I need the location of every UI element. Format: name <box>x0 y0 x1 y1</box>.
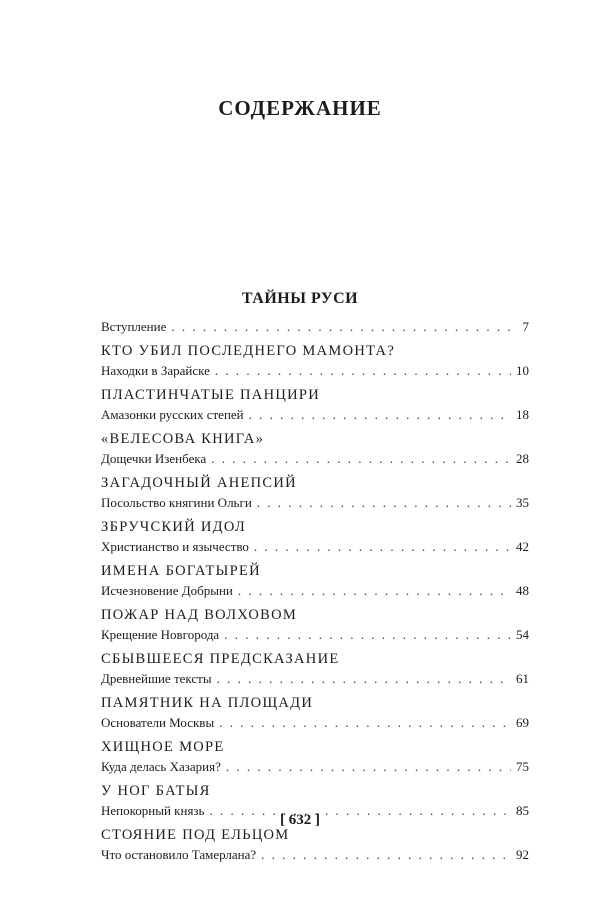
entry-title: Вступление <box>101 319 167 334</box>
entry-page-number: 69 <box>516 715 529 730</box>
entry-title: Находки в Зарайске <box>101 363 210 378</box>
toc-chapter <box>101 737 529 776</box>
entry-title: Дощечки Изенбека <box>101 451 207 466</box>
toc-chapter <box>101 825 529 864</box>
entry-page-number: 35 <box>516 495 529 510</box>
toc-entry[interactable] <box>101 845 529 864</box>
toc-entry[interactable] <box>101 625 529 644</box>
dot-leader <box>224 625 511 644</box>
toc-intro-entry[interactable] <box>101 317 529 336</box>
chapter-heading: КТО УБИЛ ПОСЛЕДНЕГО МАМОНТА? <box>101 343 396 359</box>
dot-leader <box>249 405 511 424</box>
dot-leader <box>257 493 511 512</box>
entry-page-number: 7 <box>522 319 529 334</box>
entry-title: Посольство княгини Ольги <box>101 495 252 510</box>
dot-leader <box>215 361 511 380</box>
entry-page-number: 10 <box>516 363 529 378</box>
toc-entry[interactable] <box>101 669 529 688</box>
dot-leader <box>254 537 511 556</box>
toc-entry[interactable] <box>101 493 529 512</box>
chapter-heading: ЗБРУЧСКИЙ ИДОЛ <box>101 519 247 535</box>
chapter-heading: ИМЕНА БОГАТЫРЕЙ <box>101 563 261 579</box>
chapter-heading: СТОЯНИЕ ПОД ЕЛЬЦОМ <box>101 827 290 843</box>
entry-title: Что остановило Тамерлана? <box>101 847 257 862</box>
toc-chapter <box>101 341 529 380</box>
toc-entry[interactable] <box>101 537 529 556</box>
dot-leader <box>171 317 517 336</box>
entry-page-number: 28 <box>516 451 529 466</box>
dot-leader <box>261 845 511 864</box>
toc-chapter <box>101 429 529 468</box>
toc-entry[interactable] <box>101 449 529 468</box>
page-number-footer: [ 632 ] <box>280 812 320 828</box>
dot-leader <box>219 713 511 732</box>
entry-page-number: 85 <box>516 803 529 818</box>
toc-chapter <box>101 693 529 732</box>
chapter-heading: У НОГ БАТЫЯ <box>101 783 211 799</box>
chapter-heading: ПАМЯТНИК НА ПЛОЩАДИ <box>101 695 314 711</box>
dot-leader <box>217 669 511 688</box>
entry-title: Основатели Москвы <box>101 715 215 730</box>
chapter-heading: СБЫВШЕЕСЯ ПРЕДСКАЗАНИЕ <box>101 651 340 667</box>
toc-entry[interactable] <box>101 581 529 600</box>
entry-page-number: 75 <box>516 759 529 774</box>
chapter-heading: ЗАГАДОЧНЫЙ АНЕПСИЙ <box>101 475 297 491</box>
entry-page-number: 92 <box>516 847 529 862</box>
dot-leader <box>226 757 511 776</box>
entry-title: Амазонки русских степей <box>101 407 244 422</box>
toc-chapter <box>101 649 529 688</box>
toc-entry[interactable] <box>101 757 529 776</box>
entry-title: Исчезновение Добрыни <box>101 583 233 598</box>
entry-page-number: 42 <box>516 539 529 554</box>
dot-leader <box>238 581 511 600</box>
entry-page-number: 54 <box>516 627 529 642</box>
toc-entry[interactable] <box>101 713 529 732</box>
dot-leader <box>211 449 511 468</box>
entry-page-number: 48 <box>516 583 529 598</box>
entry-page-number: 18 <box>516 407 529 422</box>
entry-title: Крещение Новгорода <box>101 627 220 642</box>
toc-chapter <box>101 605 529 644</box>
chapter-heading: «ВЕЛЕСОВА КНИГА» <box>101 431 265 447</box>
table-of-contents <box>101 317 529 864</box>
chapter-heading: ПОЖАР НАД ВОЛХОВОМ <box>101 607 298 623</box>
toc-chapter <box>101 517 529 556</box>
page-title: СОДЕРЖАНИЕ <box>218 96 382 120</box>
section-title: ТАЙНЫ РУСИ <box>241 290 359 307</box>
toc-chapter <box>101 473 529 512</box>
toc-chapter <box>101 385 529 424</box>
chapter-heading: ХИЩНОЕ МОРЕ <box>101 739 225 755</box>
entry-title: Непокорный князь <box>101 803 205 818</box>
chapter-heading: ПЛАСТИНЧАТЫЕ ПАНЦИРИ <box>101 387 321 403</box>
entry-title: Куда делась Хазария? <box>101 759 221 774</box>
entry-title: Древнейшие тексты <box>101 671 212 686</box>
toc-entry[interactable] <box>101 405 529 424</box>
entry-page-number: 61 <box>516 671 529 686</box>
toc-entry[interactable] <box>101 361 529 380</box>
toc-chapter <box>101 561 529 600</box>
entry-title: Христианство и язычество <box>101 539 249 554</box>
